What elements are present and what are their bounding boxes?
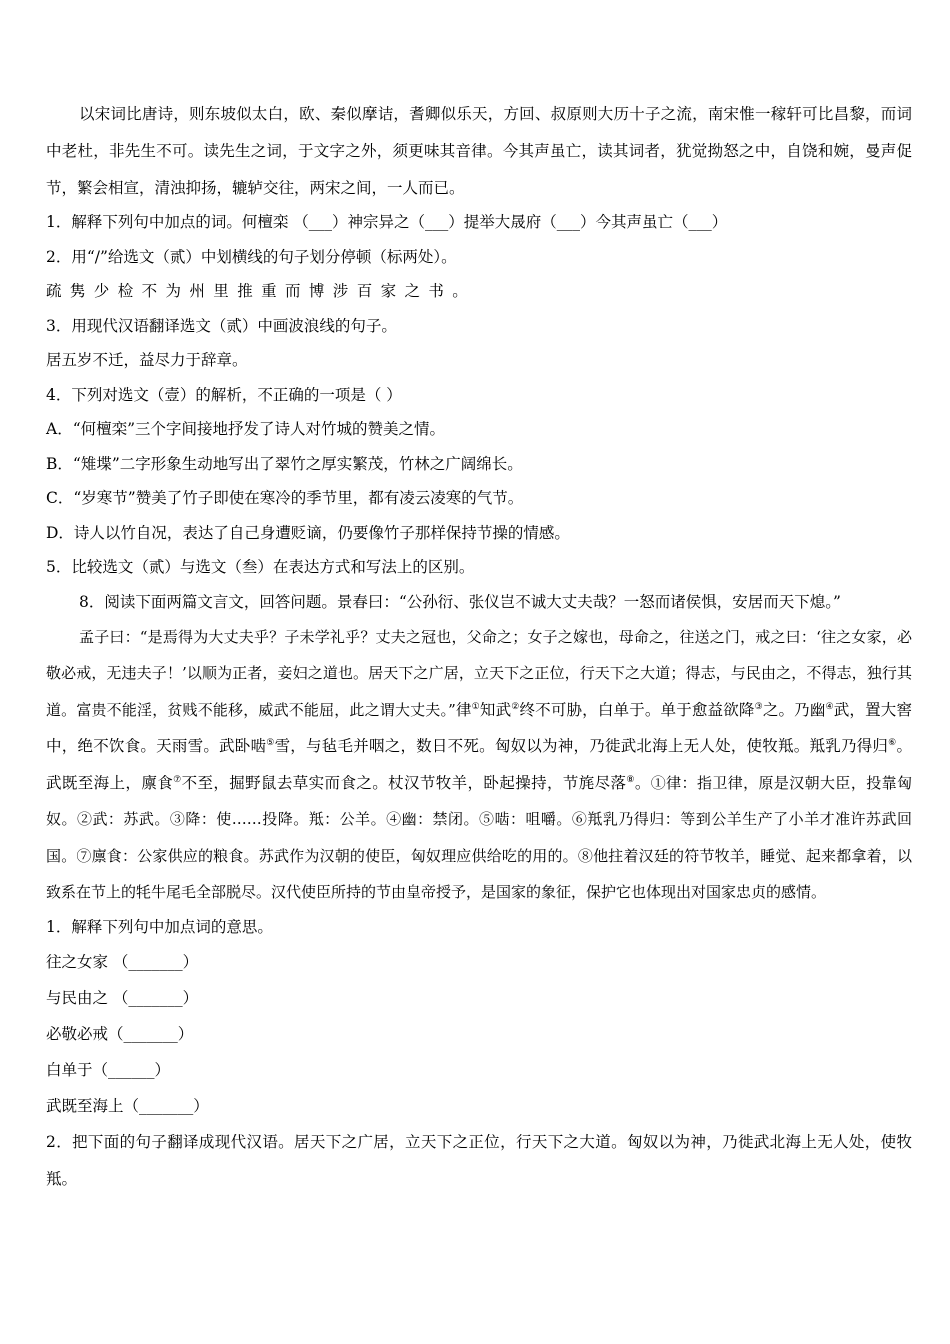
q7-question-3-sentence: 居五岁不迁，益尽力于辞章。: [46, 351, 248, 369]
mencius-passage: 孟子曰：“是焉得为大丈夫乎？子未学礼乎？丈夫之冠也，父命之；女子之嫁也，母命之，往送之门，戒之曰：‘往之女家，必敬必戒，无违夫子！’以顺为正者，妾妇之道也。居天下之广居，立天下之正位，行天下之大道；得志，与民由之，不得志，独行其道。富贵不能淫，贫贱不能移，威武不能屈，此之谓大丈夫。”: [46, 627, 912, 719]
q8-item-2: 与民由之 （_______）: [46, 989, 199, 1007]
suwu-text-3: 终不可胁，白单于。单于愈益欲降: [519, 700, 755, 719]
footnote-mark-8: ⑧: [626, 774, 635, 785]
footnote-mark-5: ⑤: [266, 737, 275, 748]
suwu-text-9: 。: [634, 773, 651, 792]
q7-question-3: 3．用现代汉语翻译选文（贰）中画波浪线的句子。: [46, 316, 397, 335]
document-page: [46, 96, 912, 1197]
q7-option-c: C．“岁寒节”赞美了竹子即使在寒冷的季节里，都有凌云凌寒的气节。: [46, 489, 524, 507]
q7-question-2-sentence: 疏隽少检不为州里推重而博涉百家之书。: [46, 282, 477, 300]
footnote-mark-2: ②: [511, 701, 520, 712]
q8-question-2: 2．把下面的句子翻译成现代汉语。居天下之广居，立天下之正位，行天下之大道。匈奴以为神，乃徙武北海上无人处，使牧羝。: [46, 1133, 912, 1188]
suwu-text-8: 不至，掘野鼠去草实而食之。杖汉节牧羊，卧起操持，节旄尽落: [181, 773, 627, 792]
footnote-mark-4: ④: [825, 701, 834, 712]
q7-question-2: 2．用“/”给选文（贰）中划横线的句子划分停顿（标两处）。: [46, 247, 457, 266]
q7-option-b: B．“雉堞”二字形象生动地写出了翠竹之厚实繁茂，竹林之广阔绵长。: [46, 454, 523, 473]
q8-item-4: 白单于（______）: [46, 1061, 171, 1079]
q7-option-d: D．诗人以竹自况，表达了自己身遭贬谪，仍要像竹子那样保持节操的情感。: [46, 523, 570, 542]
q8-question-1: 1．解释下列句中加点词的意思。: [46, 917, 273, 936]
footnote-mark-6: ⑥: [888, 737, 897, 748]
q7-question-4: 4．下列对选文（壹）的解析，不正确的一项是（ ）: [46, 385, 402, 404]
footnote-mark-3: ③: [754, 701, 763, 712]
suwu-text-2: 知武: [479, 700, 512, 719]
suwu-text-6: 雪，与毡毛并咽之，数日不死。匈奴以为神，乃徙武北海上无人处，使牧羝。羝乳乃得归: [274, 737, 889, 755]
suwu-text-1: 律: [455, 700, 472, 719]
q7-option-a: A．“何檀栾”三个字间接地抒发了诗人对竹城的赞美之情。: [46, 420, 446, 438]
q8-passages: [46, 619, 912, 911]
q7-question-1: 1．解释下列句中加点的词。何檀栾 （___）神宗异之（___）提举大晟府（___）今其声虽亡（___）: [46, 213, 728, 231]
q8-item-3: 必敬必戒（_______）: [46, 1025, 194, 1043]
q8-item-1: 往之女家 （_______）: [46, 953, 199, 971]
suwu-text-4: 之。乃幽: [762, 700, 826, 719]
q8-intro: 8．阅读下面两篇文言文，回答问题。景春曰：“公孙衍、张仪岂不诚大丈夫哉？一怒而诸侯惧，安居而天下熄。”: [79, 592, 841, 611]
q8-item-5: 武既至海上（_______）: [46, 1097, 209, 1115]
passage-intro: 以宋词比唐诗，则东坡似太白，欧、秦似摩诘，耆卿似乐天，方回、叔原则大历十子之流，南宋惟一稼轩可比昌黎，而词中老杜，非先生不可。读先生之词，于文字之外，须更味其音律。今其声虽亡，读其词者，犹觉拗怒之中，自饶和婉，曼声促节，繁会相宣，清浊抑扬，辘轳交往，两宋之间，一人而已。: [46, 105, 912, 197]
footnotes: ①律：指卫律，原是汉朝大臣，投靠匈奴。②武：苏武。③降：使……投降。羝：公羊。④幽：禁闭。⑤啮：咀嚼。⑥羝乳乃得归：等到公羊生产了小羊才准许苏武回国。⑦廪食：公家供应的粮食。苏武作为汉朝的使臣，匈奴理应供给吃的用的。⑧他拄着汉廷的符节牧羊，睡觉、起来都拿着，以致系在节上的牦牛尾毛全部脱尽。汉代使臣所持的节由皇帝授予，是国家的象征，保护它也体现出对国家忠贞的感情。: [46, 773, 912, 901]
suwu-text-5: 武，置大窖中，绝不饮食。天雨雪。武卧啮: [46, 700, 912, 755]
suwu-text-7: 。武既至海上，廪食: [46, 737, 912, 792]
q7-question-5: 5．比较选文（贰）与选文（叁）在表达方式和写法上的区别。: [46, 558, 475, 576]
footnote-mark-1: ①: [471, 701, 480, 712]
footnote-mark-7: ⑦: [173, 774, 182, 785]
